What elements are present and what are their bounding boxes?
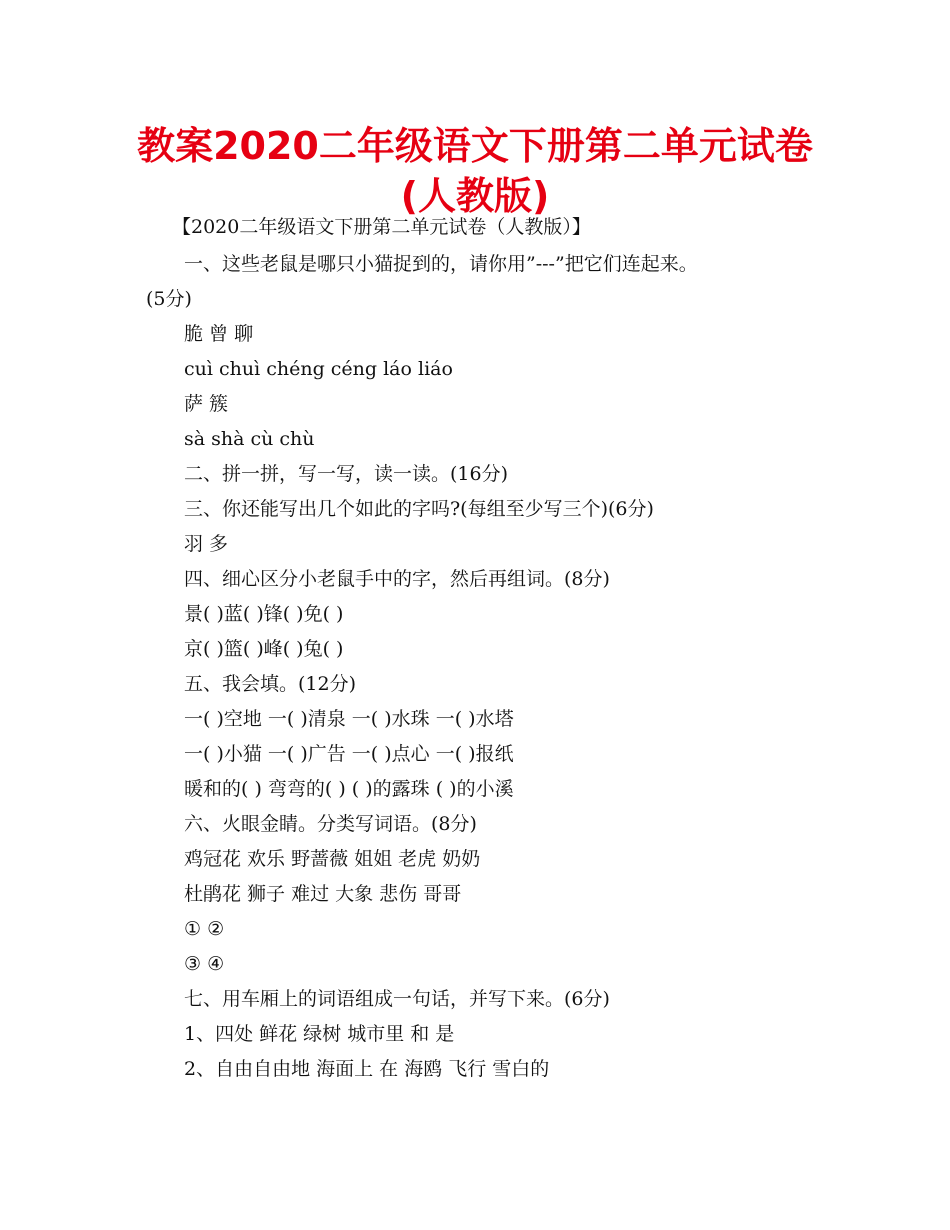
- question-5-row-1: 一( )空地 一( )清泉 一( )水珠 一( )水塔: [184, 708, 514, 730]
- question-6-words-2: 杜鹃花 狮子 难过 大象 悲伤 哥哥: [184, 883, 462, 905]
- document-title-line-2: (人教版): [400, 174, 550, 218]
- question-6-heading: 六、火眼金睛。分类写词语。(8分): [184, 813, 477, 835]
- question-2-heading: 二、拼一拼，写一写，读一读。(16分): [184, 463, 509, 485]
- question-1-pinyin-b: sà shà cù chù: [184, 428, 315, 450]
- question-6-answer-row-2: ③ ④: [184, 953, 225, 975]
- question-5-row-2: 一( )小猫 一( )广告 一( )点心 一( )报纸: [184, 743, 514, 765]
- question-4-row-1: 景( )蓝( )锋( )免( ): [184, 603, 344, 625]
- question-3-characters: 羽 多: [184, 533, 229, 555]
- document-subtitle: 【2020二年级语文下册第二单元试卷（人教版）】: [172, 216, 591, 238]
- question-1-characters-a: 脆 曾 聊: [184, 323, 254, 345]
- question-7-item-2: 2、自由自由地 海面上 在 海鸥 飞行 雪白的: [184, 1058, 550, 1080]
- question-7-heading: 七、用车厢上的词语组成一句话，并写下来。(6分): [184, 988, 610, 1010]
- question-1-pinyin-a: cuì chuì chéng céng láo liáo: [184, 358, 453, 380]
- question-6-answer-row-1: ① ②: [184, 918, 225, 940]
- question-6-words-1: 鸡冠花 欢乐 野蔷薇 姐姐 老虎 奶奶: [184, 848, 481, 870]
- question-1-characters-b: 萨 簇: [184, 393, 229, 415]
- document-title-line-1: 教案2020二年级语文下册第二单元试卷: [137, 124, 813, 168]
- question-7-item-1: 1、四处 鲜花 绿树 城市里 和 是: [184, 1023, 455, 1045]
- question-4-heading: 四、细心区分小老鼠手中的字，然后再组词。(8分): [184, 568, 610, 590]
- question-3-heading: 三、你还能写出几个如此的字吗?(每组至少写三个)(6分): [184, 498, 654, 520]
- question-1-score: (5分): [146, 288, 192, 310]
- question-4-row-2: 京( )篮( )峰( )兔( ): [184, 638, 344, 660]
- question-1-heading: 一、这些老鼠是哪只小猫捉到的，请你用”---”把它们连起来。: [184, 253, 698, 275]
- question-5-heading: 五、我会填。(12分): [184, 673, 357, 695]
- question-5-row-3: 暖和的( ) 弯弯的( ) ( )的露珠 ( )的小溪: [184, 778, 514, 800]
